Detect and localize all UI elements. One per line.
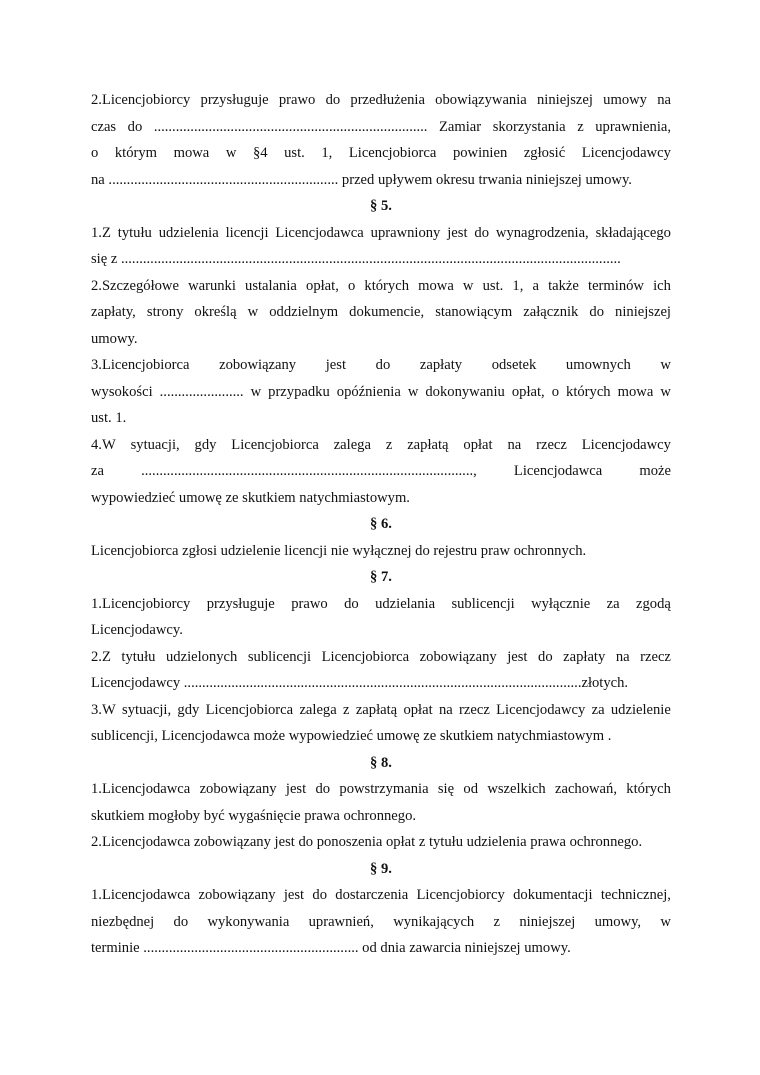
- text-line: 2.Szczegółowe warunki ustalania opłat, o których mowa w ust. 1, a także terminów ich: [91, 277, 671, 294]
- section-heading: § 6.: [370, 516, 392, 532]
- section-heading: § 8.: [370, 754, 392, 771]
- text-line: 1.Licencjobiorcy przysługuje prawo do udzielania sublicencji wyłącznie za zgodą: [91, 595, 671, 612]
- text-line: za ..........................................................................................., Licencjodawca może: [91, 463, 671, 479]
- section-heading: § 5.: [370, 198, 392, 214]
- section-heading: § 7.: [370, 569, 392, 585]
- paragraph: [91, 538, 671, 565]
- text-line: 1.Licencjodawca zobowiązany jest do powstrzymania się od wszelkich zachowań, których: [91, 781, 671, 797]
- text-line: skutkiem mogłoby być wygaśnięcie prawa ochronnego.: [91, 807, 417, 824]
- text-line: się z .........................................................................................................................................: [91, 251, 621, 267]
- text-line: Licencjodawcy.: [91, 622, 183, 638]
- text-line: 4.W sytuacji, gdy Licencjobiorca zalega z zapłatą opłat na rzecz Licencjodawcy: [91, 436, 671, 453]
- text-line: wysokości ....................... w przypadku opóźnienia w dokonywaniu opłat, o których mowa w: [91, 383, 671, 400]
- text-line: ust. 1.: [91, 410, 127, 426]
- text-line: 2.Z tytułu udzielonych sublicencji Licencjobiorca zobowiązany jest do zapłaty na rzecz: [91, 648, 671, 665]
- paragraph: [91, 220, 671, 273]
- text-line: niezbędnej do wykonywania uprawnień, wynikających z niniejszej umowy, w: [91, 913, 671, 930]
- paragraph: [91, 87, 671, 193]
- text-line: 1.Licencjodawca zobowiązany jest do dostarczenia Licencjobiorcy dokumentacji technicznej,: [91, 887, 671, 903]
- text-line: na ............................................................... przed upływem okresu trwania niniejszej umowy.: [91, 171, 632, 188]
- paragraph: [91, 352, 671, 432]
- paragraph: [91, 697, 671, 750]
- text-line: czas do ........................................................................... Zamiar skorzystania z uprawnienia,: [91, 118, 671, 135]
- text-line: umowy.: [91, 330, 138, 347]
- paragraph: [91, 591, 671, 644]
- section-heading: § 9.: [370, 860, 392, 877]
- text-line: 2.Licencjodawca zobowiązany jest do ponoszenia opłat z tytułu udzielenia prawa ochronnego.: [91, 834, 643, 850]
- text-line: Licencjodawcy .............................................................................................................złotych.: [91, 675, 629, 691]
- text-line: 1.Z tytułu udzielenia licencji Licencjodawca uprawniony jest do wynagrodzenia, składającego: [91, 224, 671, 241]
- text-line: o którym mowa w §4 ust. 1, Licencjobiorca powinien zgłosić Licencjodawcy: [91, 145, 671, 161]
- paragraph: [91, 776, 671, 829]
- text-line: 3.Licencjobiorca zobowiązany jest do zapłaty odsetek umownych w: [91, 357, 671, 373]
- paragraph: [91, 829, 671, 856]
- text-line: 2.Licencjobiorcy przysługuje prawo do przedłużenia obowiązywania niniejszej umowy na: [91, 92, 671, 108]
- text-line: 3.W sytuacji, gdy Licencjobiorca zalega z zapłatą opłat na rzecz Licencjodawcy za udzielenie: [91, 701, 671, 718]
- text-line: terminie ........................................................... od dnia zawarcia niniejszej umowy.: [91, 940, 571, 956]
- text-line: sublicencji, Licencjodawca może wypowiedzieć umowę ze skutkiem natychmiastowym .: [91, 728, 612, 744]
- paragraph: [91, 882, 671, 962]
- text-line: Licencjobiorca zgłosi udzielenie licencji nie wyłącznej do rejestru praw ochronnych.: [91, 542, 587, 559]
- text-line: wypowiedzieć umowę ze skutkiem natychmiastowym.: [91, 489, 410, 506]
- paragraph: [91, 432, 671, 512]
- paragraph: [91, 273, 671, 353]
- paragraph: [91, 644, 671, 697]
- text-line: zapłaty, strony określą w oddzielnym dokumencie, stanowiącym załącznik do niniejszej: [91, 304, 671, 320]
